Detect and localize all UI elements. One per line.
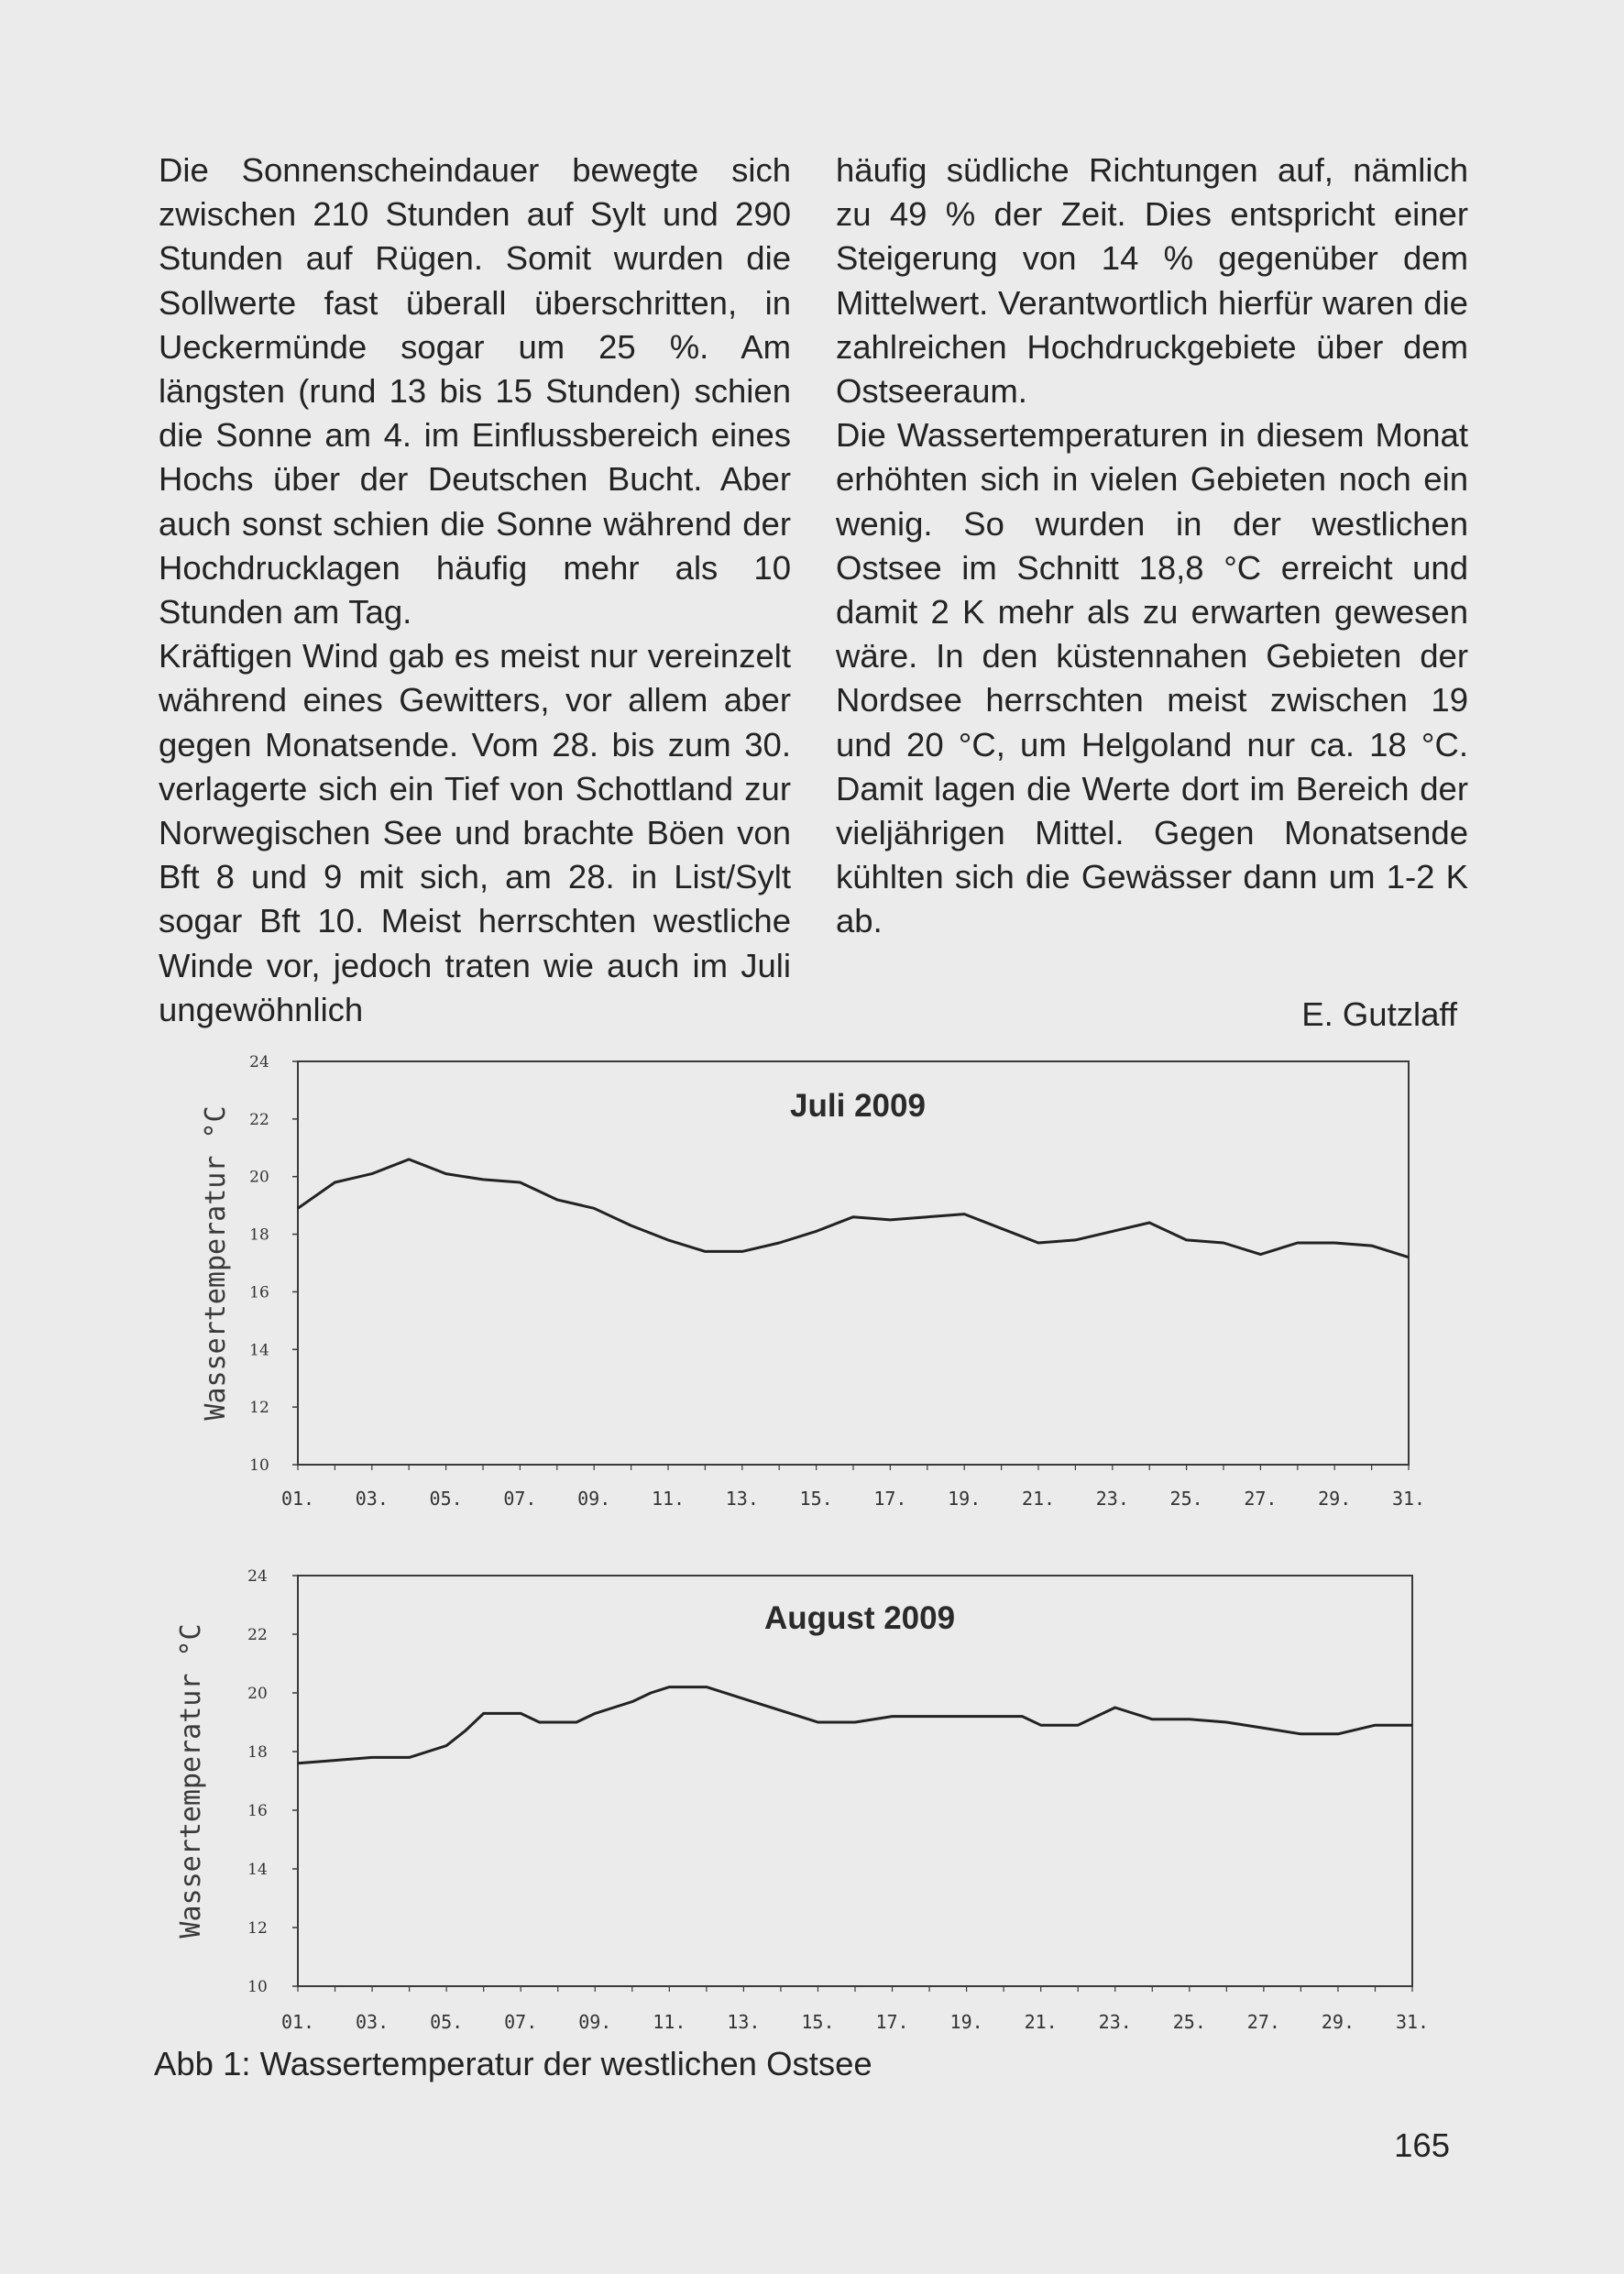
y-tick-label: 18 (249, 1225, 269, 1245)
x-tick-label: 29. (1318, 1488, 1352, 1510)
x-tick-label: 27. (1246, 2011, 1280, 2033)
x-tick-label: 31. (1391, 1488, 1426, 1510)
x-tick-label: 03. (356, 2011, 390, 2033)
chart-1 (200, 1053, 1425, 1510)
paragraph-wind-direction: häufig südliche Richtungen auf, nämlich zu 49 % der Zeit. Dies entspricht einer Steigerung von 14 % gegenüber dem Mittelwert. Verantwortlich hierfür waren die zahlreichen Hochdruckgebiete über dem Ostseeraum. (836, 151, 1468, 411)
y-tick-label: 12 (249, 1399, 269, 1418)
y-tick-label: 24 (249, 1053, 269, 1071)
y-tick-label: 16 (249, 1283, 269, 1302)
x-tick-label: 15. (801, 2011, 835, 2033)
x-tick-label: 21. (1024, 2011, 1058, 2033)
plot-frame (298, 1576, 1412, 1986)
x-tick-label: 07. (503, 1488, 537, 1510)
x-tick-label: 13. (727, 2011, 761, 2033)
y-tick-label: 22 (249, 1110, 269, 1129)
x-tick-label: 17. (875, 2011, 909, 2033)
x-tick-label: 25. (1169, 1488, 1203, 1510)
figure-caption: Abb 1: Wassertemperatur der westlichen Ostsee (154, 2045, 872, 2082)
paragraph-sunshine: Die Sonnenscheindauer bewegte sich zwischen 210 Stunden auf Sylt und 290 Stunden auf Rügen. Somit wurden die Sollwerte fast überall überschritten, in Ueckermünde sogar um 25 %. Am längsten (rund 13 bis 15 Stunden) schien die Sonne am 4. im Einflussbereich eines Hochs über der Deutschen Bucht. Aber auch sonst schien die Sonne während der Hochdrucklagen häufig mehr als 10 Stunden am Tag. (159, 151, 791, 632)
x-tick-label: 19. (949, 2011, 983, 2033)
y-tick-label: 14 (247, 1861, 268, 1879)
page-number: 165 (1394, 2126, 1450, 2164)
y-tick-label: 10 (247, 1978, 268, 1996)
x-tick-label: 05. (429, 1488, 463, 1510)
paragraph-wind: Kräftigen Wind gab es meist nur vereinzelt während eines Gewitters, vor allem aber gegen Monatsende. Vom 28. bis zum 30. verlagerte sich ein Tief von Schottland zur Norwegischen See und brachte Böen von Bft 8 und 9 mit sich, am 28. in List/Sylt sogar Bft 10. Meist herrschten westliche Winde vor, jedoch traten wie auch im Juli ungewöhnlich (159, 637, 791, 1028)
x-tick-label: 03. (355, 1488, 389, 1510)
y-tick-label: 24 (247, 1567, 268, 1586)
x-tick-label: 17. (873, 1488, 907, 1510)
y-tick-label: 20 (247, 1685, 268, 1703)
x-tick-label: 13. (725, 1488, 759, 1510)
y-tick-label: 16 (247, 1802, 268, 1820)
x-tick-label: 23. (1095, 1488, 1129, 1510)
x-tick-label: 19. (948, 1488, 982, 1510)
y-tick-label: 10 (249, 1456, 269, 1475)
x-tick-label: 01. (280, 1488, 315, 1510)
x-tick-label: 25. (1172, 2011, 1206, 2033)
y-tick-label: 20 (249, 1168, 269, 1187)
x-tick-label: 11. (651, 1488, 686, 1510)
series-line (298, 1687, 1412, 1763)
x-tick-label: 15. (799, 1488, 833, 1510)
x-tick-label: 29. (1321, 2011, 1355, 2033)
x-tick-label: 09. (578, 2011, 612, 2033)
y-axis-title: Wassertemperatur °C (175, 1623, 207, 1939)
x-tick-label: 21. (1021, 1488, 1056, 1510)
chart-title: August 2009 (763, 1600, 956, 1636)
x-tick-label: 23. (1098, 2011, 1132, 2033)
y-tick-label: 12 (247, 1919, 268, 1938)
chart-2 (0, 1567, 1429, 2033)
x-tick-label: 27. (1244, 1488, 1278, 1510)
series-line (298, 1159, 1409, 1258)
x-tick-label: 05. (430, 2011, 464, 2033)
chart-title: Juli 2009 (790, 1088, 926, 1124)
author-signature: E. Gutzlaff (1301, 995, 1457, 1033)
y-tick-label: 18 (247, 1743, 268, 1762)
y-tick-label: 14 (249, 1341, 269, 1360)
x-tick-label: 01. (280, 2011, 315, 2033)
paragraph-water-temperature: Die Wassertemperaturen in diesem Monat erhöhten sich in vielen Gebieten noch ein wenig. So wurden in der westlichen Ostsee im Schnitt 18,8 °C erreicht und damit 2 K mehr als zu erwarten gewesen wäre. In den küstennahen Gebieten der Nordsee herrschten meist zwischen 19 und 20 °C, um Helgoland nur ca. 18 °C. Damit lagen die Werte dort im Bereich der vieljährigen Mittel. Gegen Monatsende kühlten sich die Gewässer dann um 1-2 K ab. (836, 416, 1468, 940)
x-tick-label: 09. (577, 1488, 611, 1510)
x-tick-label: 07. (504, 2011, 538, 2033)
x-tick-label: 31. (1395, 2011, 1430, 2033)
y-axis-title: Wassertemperatur °C (200, 1105, 232, 1421)
x-tick-label: 11. (653, 2011, 686, 2033)
y-tick-label: 22 (247, 1626, 268, 1644)
